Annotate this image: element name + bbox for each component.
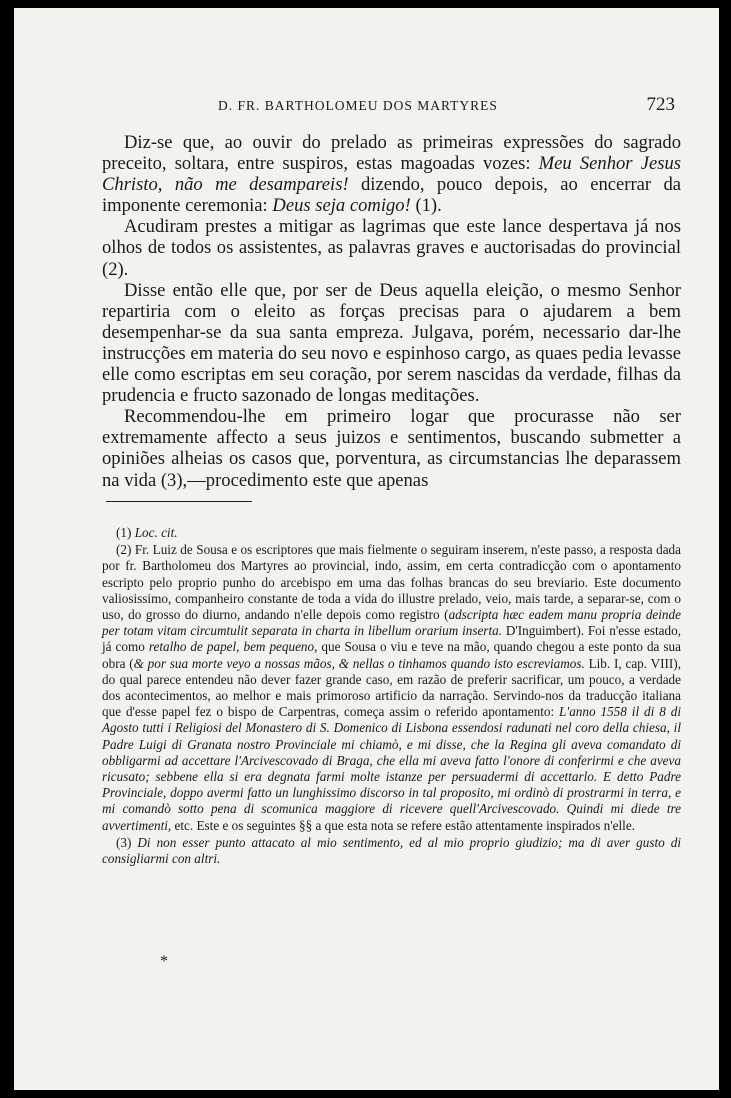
text-run: (3) [116, 834, 138, 850]
paragraph [102, 406, 681, 490]
body-text [102, 132, 681, 491]
text-run: Recommendou-lhe em primeiro logar que procurasse não ser extremamente affecto a seus juizos e sentimentos, buscando submetter a opiniões alheias os casos que, porventura, as circumstancias lhe deparassem na vida (3),—procedimento este que apenas [102, 406, 681, 491]
paragraph [102, 132, 681, 216]
footnote [102, 525, 681, 541]
running-title: D. FR. BARTHOLOMEU DOS MARTYRES [218, 98, 498, 113]
italic-text: Di non esser punto attacato al mio sentimento, ed al mio proprio giudizio; ma di aver gusto di consigliarmi con altri. [102, 834, 681, 867]
text-run: que Sousa o viu e teve na mão, quando chegou a este ponto da sua obra ( [102, 639, 681, 671]
running-head [102, 94, 675, 120]
text-run: D'Inguimbert). Foi n'esse estado, já como [102, 623, 681, 655]
italic-text: Deus seja comigo! [272, 195, 411, 217]
text-run: (2) Fr. Luiz de Sousa e os escriptores que mais fielmente o seguiram inserem, n'este passo, a resposta dada por fr. Bartholomeu dos Martyres ao provincial, indo, assim, em certa contradicção com o apontamento escripto pelo proprio punho do arcebispo em uma das folhas brancas do seu breviario. Este documento valiosissimo, companheiro constante de toda a vida do illustre prelado, veio, mais tarde, a separar-se, com o uso, do grosso do diurno, andando n'elle depois como registro ( [102, 542, 681, 623]
italic-text: & por sua morte veyo a nossas mãos, & nellas o tinhamos quando isto escreviamos. [133, 655, 585, 671]
text-run: Disse então elle que, por ser de Deus aquella eleição, o mesmo Senhor repartiria com o eleito as forças precisas para o ajudarem a bem desempenhar-se da sua santa empreza. Julgava, porém, necessario dar-lhe instrucções em materia do seu novo e espinhoso cargo, as quaes pedia levasse elle como escriptas em seu coração, por serem nascidas da verdade, filhas da prudencia e fructo sazonado de longas meditações. [102, 279, 681, 407]
text-run: (1). [410, 195, 442, 217]
paragraph [102, 280, 681, 407]
footnote [102, 835, 681, 867]
end-mark: * [160, 953, 168, 970]
page-number: 723 [646, 94, 675, 115]
text-run: (1) [116, 525, 135, 540]
italic-text: retalho de papel, bem pequeno, [148, 639, 318, 655]
italic-text: adscripta hæc eadem manu propria deinde per totam vitam circumtulit separata in charta in libellum orarium inserta. [102, 607, 681, 639]
paragraph [102, 216, 681, 279]
text-run: Lib. I, cap. VIII), do qual parece entendeu não dever fazer grande caso, em razão de preferir sacrificar, um pouco, a verdade dos acontecimentos, ao melhor e mais primoroso artificio da narração. Servindo-nos da traducção italiana que d'esse papel fez o bispo de Carpentras, começa assim o referido apontamento: [102, 655, 681, 720]
italic-text: Meu Senhor Jesus Christo, não me desampareis! [102, 153, 681, 196]
italic-text: L'anno 1558 il di 8 di Agosto tutti i Religiosi del Monastero di S. Domenico di Lisbona essendosi radunati nel coro della chiesa, il Padre Luigi di Granata nostro Provinciale mi chiamò, e mi disse, che la Regina gli aveva comandato di obbligarmi ad accettare l'Arcivescovado di Braga, che ella mi aveva fatto l'onore di conferirmi e che aveva ricusato; sebbene ella si era degnata farmi molte istanze per persuadermi di accettarlo. E detto Padre Provinciale, doppo avermi fatto un lunghissimo discorso in tal proposito, mi ordinò di prostrarmi in terra, e mi comandò sotto pena di scomunica maggiore di ricevere quell'Arcivescovado. Quindi mi diede tre avvertimenti, [102, 704, 681, 833]
footnote-separator [106, 501, 252, 502]
text-run: etc. Este e os seguintes §§ a que esta nota se refere estão attentamente inspirados n'elle. [171, 817, 635, 833]
text-run: Diz-se que, ao ouvir do prelado as primeiras expressões do sagrado preceito, soltara, entre suspiros, estas magoadas vozes: [102, 132, 681, 175]
text-run: dizendo, pouco depois, ao encerrar da imponente ceremonia: [102, 174, 681, 217]
footnote [102, 542, 681, 834]
footnotes [102, 525, 681, 868]
italic-text: Loc. cit. [134, 525, 178, 540]
book-page [14, 8, 719, 1090]
text-run: Acudiram prestes a mitigar as lagrimas que este lance despertava já nos olhos de todos os assistentes, as palavras graves e auctorisadas do provincial (2). [102, 216, 681, 280]
